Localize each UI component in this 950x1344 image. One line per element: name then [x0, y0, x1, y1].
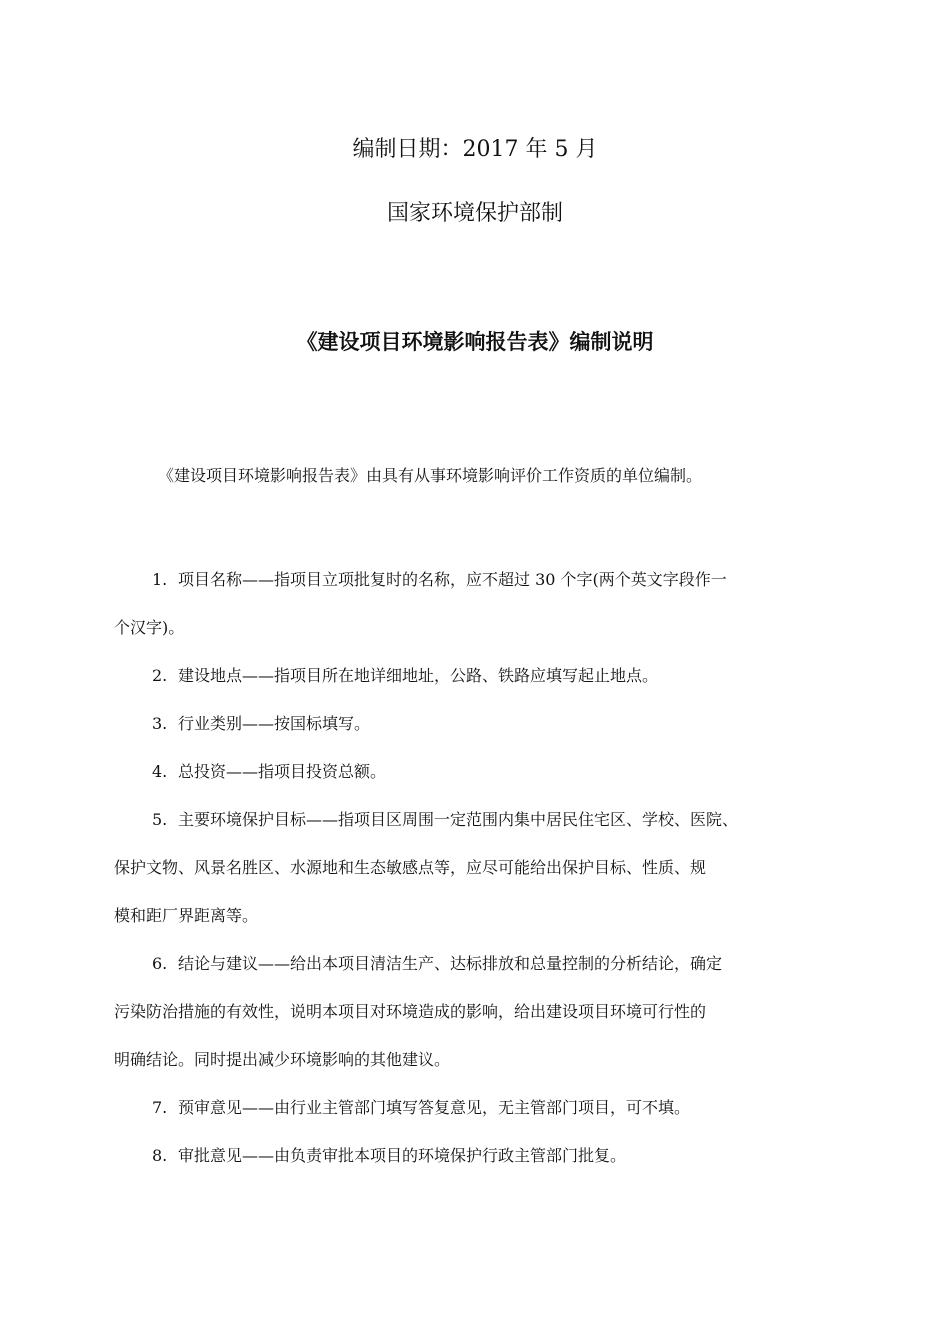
- list-item: [114, 652, 854, 700]
- list-item: [114, 796, 854, 940]
- item-number: 4.: [152, 762, 168, 781]
- item-text: 主要环境保护目标——指项目区周围一定范围内集中居民住宅区、学校、医院、: [178, 810, 739, 829]
- item-text-continued: 污染防治措施的有效性，说明本项目对环境造成的影响，给出建设项目环境可行性的: [114, 1002, 707, 1021]
- item-text-continued: 模和距厂界距离等。: [114, 906, 259, 925]
- item-number: 7.: [152, 1098, 168, 1117]
- item-number: 6.: [152, 954, 168, 973]
- item-number: 1.: [152, 570, 168, 589]
- issuing-authority: 国家环境保护部制: [386, 201, 563, 226]
- item-number: 8.: [152, 1146, 168, 1165]
- item-text: 审批意见——由负责审批本项目的环境保护行政主管部门批复。: [178, 1146, 627, 1165]
- item-text: 结论与建议——给出本项目清洁生产、达标排放和总量控制的分析结论，确定: [178, 954, 723, 973]
- item-text-continued: 个汉字)。: [114, 618, 185, 637]
- section-title: 《建设项目环境影响报告表》编制说明: [296, 329, 654, 354]
- list-item: [114, 1084, 854, 1132]
- item-text-continued: 明确结论。同时提出减少环境影响的其他建议。: [114, 1050, 451, 1069]
- intro-paragraph: 《建设项目环境影响报告表》由具有从事环境影响评价工作资质的单位编制。: [158, 466, 703, 485]
- list-item: [114, 700, 854, 748]
- compile-date: 编制日期：2017 年 5 月: [352, 137, 598, 162]
- list-item: [114, 940, 854, 1084]
- item-text: 建设地点——指项目所在地详细地址，公路、铁路应填写起止地点。: [178, 666, 659, 685]
- item-text: 行业类别——按国标填写。: [178, 714, 371, 733]
- item-text: 预审意见——由行业主管部门填写答复意见，无主管部门项目，可不填。: [178, 1098, 691, 1117]
- item-text: 总投资——指项目投资总额。: [178, 762, 387, 781]
- item-text-continued: 保护文物、风景名胜区、水源地和生态敏感点等，应尽可能给出保护目标、性质、规: [114, 858, 707, 877]
- list-item: [114, 748, 854, 796]
- list-item: [114, 556, 854, 652]
- item-text: 项目名称——指项目立项批复时的名称，应不超过 30 个字(两个英文字段作一: [178, 570, 727, 589]
- list-item: [114, 1132, 854, 1180]
- item-number: 2.: [152, 666, 168, 685]
- item-number: 3.: [152, 714, 168, 733]
- instruction-list: [114, 556, 854, 1180]
- item-number: 5.: [152, 810, 168, 829]
